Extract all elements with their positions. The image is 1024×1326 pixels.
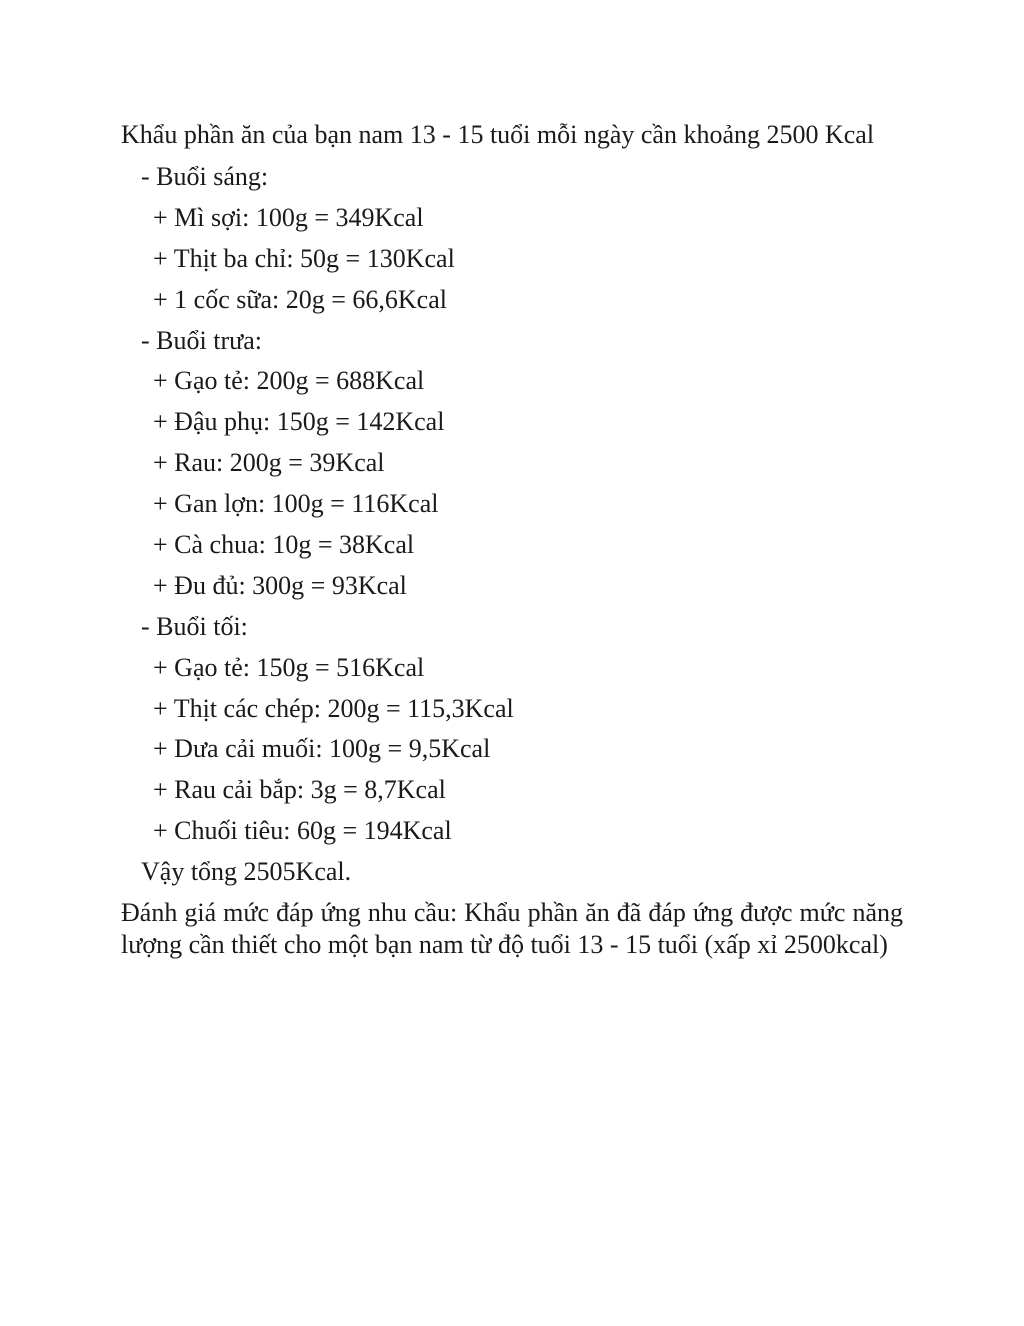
list-item-text: + Thịt các chép: 200g = 115,3Kcal [153, 693, 514, 723]
list-item [0, 484, 1024, 525]
list-item [0, 280, 1024, 321]
document-title: Khẩu phần ăn của bạn nam 13 - 15 tuổi mỗi ngày cần khoảng 2500 Kcal [121, 120, 875, 149]
list-item [0, 729, 1024, 770]
list-item [0, 607, 1024, 648]
list-item [0, 402, 1024, 443]
list-item [0, 770, 1024, 811]
list-item-text: + 1 cốc sữa: 20g = 66,6Kcal [153, 284, 447, 314]
list-item [0, 811, 1024, 852]
list-item-text: + Dưa cải muối: 100g = 9,5Kcal [153, 734, 491, 764]
list-item [0, 648, 1024, 689]
list-item-text: + Rau cải bắp: 3g = 8,7Kcal [153, 775, 446, 805]
list-item-text: + Đu đủ: 300g = 93Kcal [153, 570, 407, 600]
list-item-text: - Buổi tối: [141, 611, 248, 641]
meal-plan-list [0, 157, 1024, 893]
list-item-text: + Gạo tẻ: 200g = 688Kcal [153, 366, 425, 396]
list-item [0, 566, 1024, 607]
list-item-text: + Chuối tiêu: 60g = 194Kcal [153, 816, 452, 846]
list-item-text: + Đậu phụ: 150g = 142Kcal [153, 407, 445, 437]
list-item-text: + Thịt ba chỉ: 50g = 130Kcal [153, 243, 455, 273]
list-item [0, 689, 1024, 730]
list-item-text: + Gan lợn: 100g = 116Kcal [153, 489, 439, 519]
list-item-text: + Rau: 200g = 39Kcal [153, 448, 385, 478]
list-item [0, 852, 1024, 893]
list-item [0, 525, 1024, 566]
list-item [0, 321, 1024, 362]
list-item [0, 198, 1024, 239]
list-item-text: + Mì sợi: 100g = 349Kcal [153, 202, 424, 232]
list-item-text: + Cà chua: 10g = 38Kcal [153, 530, 415, 560]
list-item [0, 239, 1024, 280]
list-item-text: Vậy tổng 2505Kcal. [141, 857, 352, 887]
list-item [0, 443, 1024, 484]
list-item-text: + Gạo tẻ: 150g = 516Kcal [153, 652, 425, 682]
list-item-text: - Buổi sáng: [141, 162, 269, 191]
assessment-paragraph: Đánh giá mức đáp ứng nhu cầu: Khẩu phần ăn đã đáp ứng được mức năng lượng cần thiết cho một bạn nam từ độ tuổi 13 - 15 tuổi (xấp xỉ 2500kcal) [121, 898, 903, 959]
list-item-text: - Buổi trưa: [141, 325, 262, 355]
list-item [0, 361, 1024, 402]
list-item [0, 157, 1024, 198]
